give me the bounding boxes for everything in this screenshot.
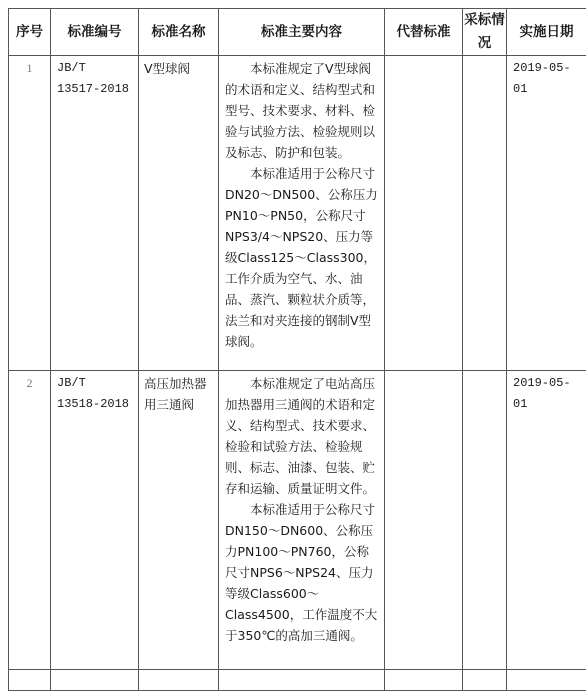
cell-name: 高压加热器用三通阀 xyxy=(139,371,219,670)
content-paragraph: 本标准适用于公称尺寸DN20～DN500、公称压力PN10～PN50，公称尺寸NPS3/4～NPS20、压力等级Class125～Class300，工作介质为空气、水、油品、蒸汽、颗粒状介质等，法兰和对夹连接的钢制V型球阀。 xyxy=(225,163,379,352)
cell-empty xyxy=(219,670,385,691)
table-row-partial xyxy=(9,670,586,691)
header-content: 标准主要内容 xyxy=(219,9,385,56)
cell-replace xyxy=(385,371,463,670)
content-paragraph: 本标准规定了电站高压加热器用三通阀的术语和定义、结构型式、技术要求、检验和试验方法、检验规则、标志、油漆、包装、贮存和运输、质量证明文件。 xyxy=(225,373,379,499)
header-replace: 代替标准 xyxy=(385,9,463,56)
header-date: 实施日期 xyxy=(507,9,586,56)
header-row xyxy=(9,9,586,56)
cell-adopt xyxy=(463,56,507,371)
content-paragraph: 本标准规定了V型球阀的术语和定义、结构型式和型号、技术要求、材料、检验与试验方法、检验规则以及标志、防护和包装。 xyxy=(225,58,379,163)
content-paragraph: 本标准适用于公称尺寸DN150～DN600、公称压力PN100～PN760，公称尺寸NPS6～NPS24、压力等级Class600～Class4500，工作温度不大于350℃的高加三通阀。 xyxy=(225,499,379,646)
cell-empty xyxy=(139,670,219,691)
table-row xyxy=(9,56,586,371)
cell-code: JB/T 13518-2018 xyxy=(51,371,139,670)
header-no: 序号 xyxy=(9,9,51,56)
cell-name: V型球阀 xyxy=(139,56,219,371)
cell-date: 2019-05-01 xyxy=(507,371,586,670)
cell-content xyxy=(219,56,385,371)
cell-empty xyxy=(51,670,139,691)
cell-empty xyxy=(9,670,51,691)
standards-table xyxy=(8,8,586,691)
header-adopt: 采标情况 xyxy=(463,9,507,56)
cell-replace xyxy=(385,56,463,371)
cell-empty xyxy=(507,670,586,691)
cell-adopt xyxy=(463,371,507,670)
cell-empty xyxy=(385,670,463,691)
cell-content xyxy=(219,371,385,670)
cell-no: 2 xyxy=(9,371,51,670)
cell-code: JB/T 13517-2018 xyxy=(51,56,139,371)
cell-no: 1 xyxy=(9,56,51,371)
table-row xyxy=(9,371,586,670)
cell-date: 2019-05-01 xyxy=(507,56,586,371)
header-name: 标准名称 xyxy=(139,9,219,56)
header-code: 标准编号 xyxy=(51,9,139,56)
cell-empty xyxy=(463,670,507,691)
